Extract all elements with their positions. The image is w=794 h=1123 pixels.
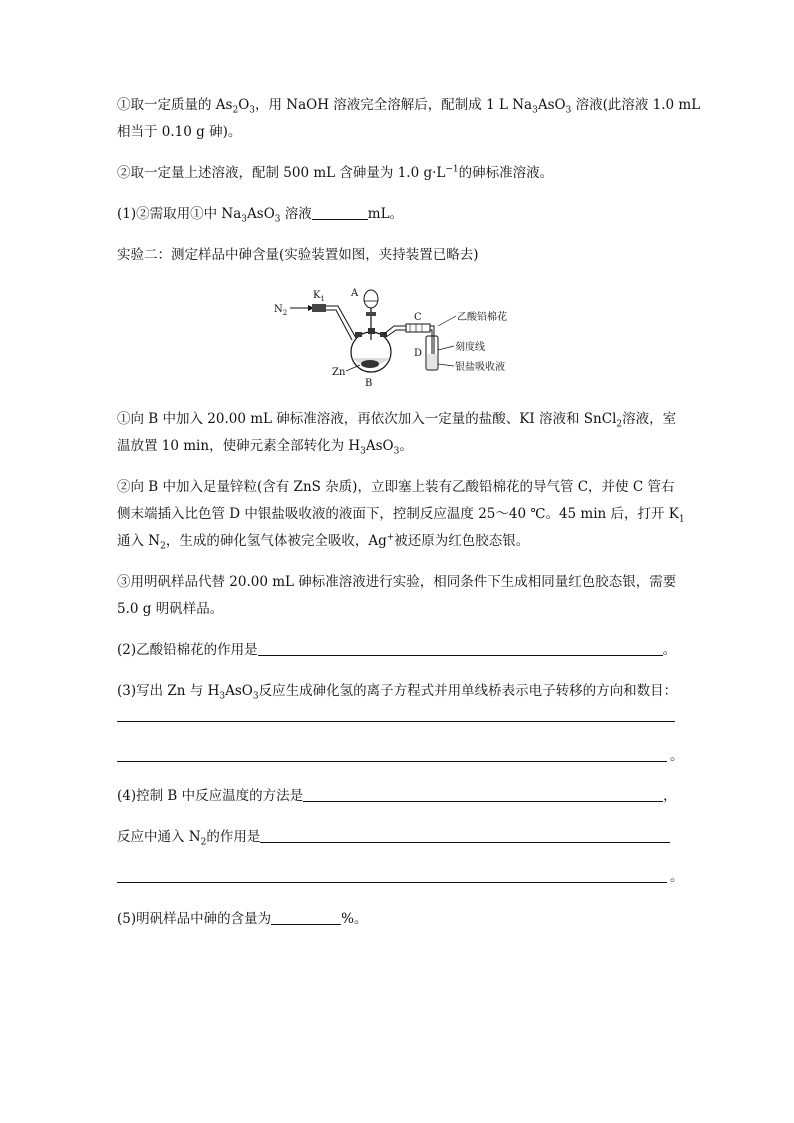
answer-blank-4a[interactable]: [303, 787, 663, 802]
apparatus-diagram: [260, 282, 520, 392]
subscript: 3: [565, 105, 572, 116]
label-a: A: [351, 288, 359, 299]
text: 反应中通入 N: [117, 829, 201, 845]
answer-line-4c[interactable]: [117, 882, 667, 883]
label-scale-line: 刻度线: [455, 342, 485, 353]
question-5: [117, 909, 367, 929]
text: 溶液: [280, 206, 312, 222]
answer-blank-5[interactable]: [271, 910, 341, 925]
text: AsO: [537, 97, 566, 113]
text: ，生成的砷化氢气体被完全吸收，Ag: [165, 533, 387, 549]
subscript: 2: [200, 837, 207, 848]
subscript: 1: [678, 514, 685, 525]
answer-blank-4b[interactable]: [260, 828, 670, 843]
prep-step1-line2: 相当于 0.10 g 砷)。: [117, 124, 242, 140]
superscript: +: [386, 532, 395, 543]
answer-blank-2[interactable]: [258, 641, 663, 656]
funnel-stopcock: [366, 312, 376, 316]
label-k1: $K_1$: [313, 290, 325, 303]
outlet-tube: [384, 326, 406, 337]
exp2-step3-line2: 5.0 g 明矾样品。: [117, 601, 224, 617]
text: (1)②需取用①中 Na: [117, 206, 242, 222]
label-b: B: [365, 378, 373, 389]
subscript: 2: [160, 541, 166, 552]
text: 。: [662, 642, 677, 658]
text: 被还原为红色胶态银。: [394, 533, 530, 549]
text: (2)乙酸铅棉花的作用是: [117, 642, 258, 658]
text: 温放置 10 min，使砷元素全部转化为 H: [117, 438, 361, 454]
prep-step1-line1: [117, 95, 700, 115]
label-c: C: [414, 312, 422, 323]
question-4-part2: [117, 827, 670, 847]
text: (4)控制 B 中反应温度的方法是: [117, 788, 304, 804]
answer-line-3a[interactable]: [117, 721, 675, 722]
subscript: 3: [252, 691, 259, 702]
question-1: [117, 204, 403, 224]
exp2-step2-line2: [117, 504, 685, 524]
text: ②取一定量上述溶液，配制 500 mL 含砷量为 1.0 g·L: [117, 165, 446, 181]
question-3: [117, 681, 677, 701]
text: 的作用是: [206, 829, 261, 845]
subscript: 3: [393, 446, 400, 457]
text: ，: [663, 788, 677, 804]
question-4: [117, 786, 677, 806]
inlet-arrow: [290, 305, 314, 311]
text: 反应生成砷化氢的离子方程式并用单线桥表示电子转移的方向和数目：: [258, 683, 678, 699]
subscript: 3: [274, 214, 281, 225]
subscript: 3: [360, 446, 366, 457]
subscript: 3: [241, 214, 248, 225]
exp2-step3-line1: ③用明矾样品代替 20.00 mL 砷标准溶液进行实验，相同条件下生成相同量红色胶态银，需要: [117, 574, 677, 590]
text: 溶液(此溶液 1.0 mL: [571, 97, 701, 113]
text: 溶液，室: [622, 411, 677, 427]
prep-step2: [117, 163, 553, 183]
text: AsO: [225, 683, 253, 699]
superscript: −1: [445, 164, 459, 175]
funnel-a: [364, 290, 378, 308]
answer-blank-1[interactable]: [312, 205, 368, 220]
text: (5)明矾样品中砷的含量为: [117, 911, 272, 927]
question-2: [117, 640, 676, 660]
subscript: 3: [219, 691, 226, 702]
answer-line-3b[interactable]: [117, 761, 667, 762]
text: AsO: [365, 438, 394, 454]
inlet-tube: [326, 306, 356, 340]
subscript: 3: [249, 105, 256, 116]
text: (3)写出 Zn 与 H: [117, 683, 220, 699]
label-cotton: 乙酸铅棉花: [457, 312, 507, 323]
subscript: 2: [232, 105, 239, 116]
subscript: 2: [616, 419, 623, 430]
valve-k1: [312, 304, 326, 312]
text: 侧末端插入比色管 D 中银盐吸收液的液面下，控制反应温度 25～40 ℃。45 min 后，打开 K: [117, 506, 679, 522]
label-n2: $N_2$: [274, 304, 288, 317]
end-mark: 。: [670, 748, 684, 764]
text: 通入 N: [117, 533, 161, 549]
subscript: 3: [532, 105, 538, 116]
tube-c: [406, 324, 430, 332]
text: ①向 B 中加入 20.00 mL 砷标准溶液，再依次加入一定量的盐酸、KI 溶液和 SnCl: [117, 411, 617, 427]
exp2-heading: 实验二：测定样品中砷含量(实验装置如图，夹持装置已略去): [117, 247, 479, 263]
zinc-granules: [361, 360, 379, 368]
exp2-step2-line3: [117, 531, 529, 551]
text: 。: [399, 438, 413, 454]
text: ①取一定质量的 As: [117, 97, 233, 113]
end-mark: 。: [670, 869, 684, 885]
label-d: D: [414, 348, 423, 359]
text: 的砷标准溶液。: [458, 165, 554, 181]
label-zn: Zn: [332, 367, 346, 378]
text: AsO: [247, 206, 275, 222]
exp2-step1-line2: [117, 436, 413, 456]
exp2-step1-line1: [117, 409, 676, 429]
text: %。: [341, 911, 368, 927]
text: ，用 NaOH 溶液完全溶解后，配制成 1 L Na: [255, 97, 533, 113]
text: O: [238, 97, 250, 113]
exp2-step2-line1: ②向 B 中加入足量锌粒(含有 ZnS 杂质)，立即塞上装有乙酸铅棉花的导气管 C，并使 C 管右: [117, 479, 675, 495]
text: mL。: [367, 206, 404, 222]
label-absorb-solution: 银盐吸收液: [455, 362, 505, 373]
